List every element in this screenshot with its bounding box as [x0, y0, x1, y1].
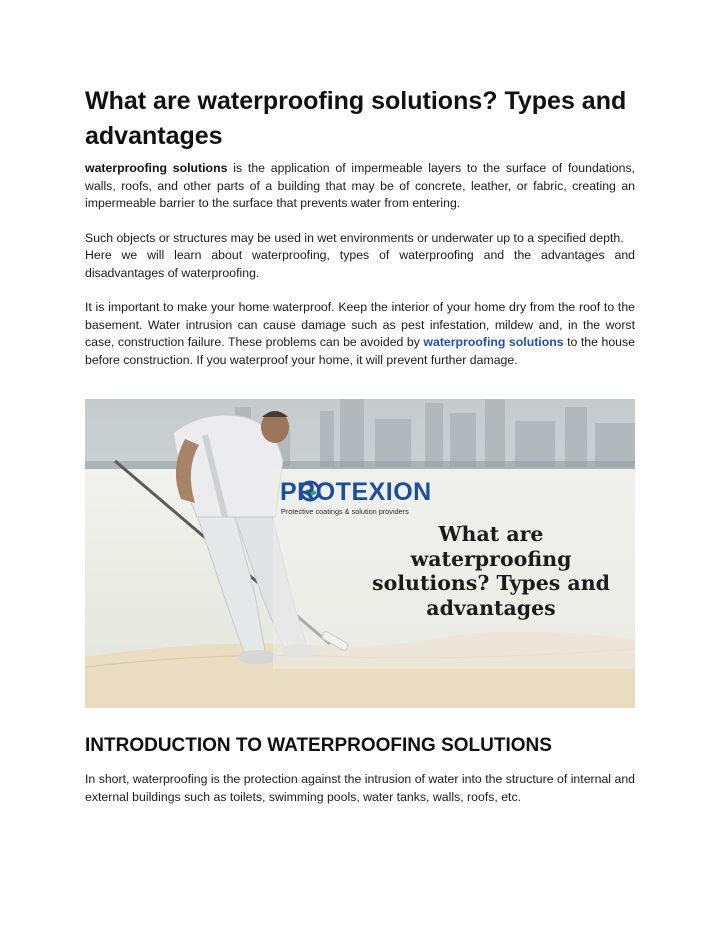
- paragraph-environments: Such objects or structures may be used in wet environments or underwater up to a specified depth.: [85, 230, 624, 245]
- paragraph-importance: [85, 299, 635, 369]
- section-heading: INTRODUCTION TO WATERPROOFING SOLUTIONS: [85, 735, 552, 756]
- article-body: [85, 84, 635, 369]
- paragraph-definition: [85, 160, 635, 213]
- paragraph-importance-text-1: It is important to make your home waterproof. Keep the interior of your home dry from the roof to the basement. Water intrusion can cause damage such as pest infestation, mildew and, in the worst case, construction failure. These problems can be avoided by: [85, 300, 635, 349]
- waterproofing-solutions-link[interactable]: waterproofing solutions: [423, 335, 564, 349]
- paragraph-overview: Here we will learn about waterproofing, types of waterproofing and the advantages and disadvantages of waterproofing.: [85, 248, 635, 280]
- protexion-tagline: Protective coatings & solution providers: [281, 507, 409, 516]
- protexion-logo: PROTEXION: [280, 478, 432, 506]
- section-intro: In short, waterproofing is the protection against the intrusion of water into the structure of internal and external buildings such as toilets, swimming pools, water tanks, walls, roofs, etc.: [85, 772, 635, 804]
- paragraph-definition-text: is the application of impermeable layers to the surface of foundations, walls, roofs, and other parts of a building that may be of concrete, leather, or fabric, creating an impermeable barrier to the surface that prevents water from entering.: [85, 161, 636, 210]
- keyword-waterproofing-solutions: waterproofing solutions: [85, 161, 228, 175]
- hero-overlay-title: What are waterproofing solutions? Types and advantages: [372, 522, 610, 620]
- paragraph-importance-text-2: to the house before construction. If you waterproof your home, it will prevent further damage.: [85, 335, 636, 367]
- page-title: What are waterproofing solutions? Types and advantages: [85, 87, 627, 150]
